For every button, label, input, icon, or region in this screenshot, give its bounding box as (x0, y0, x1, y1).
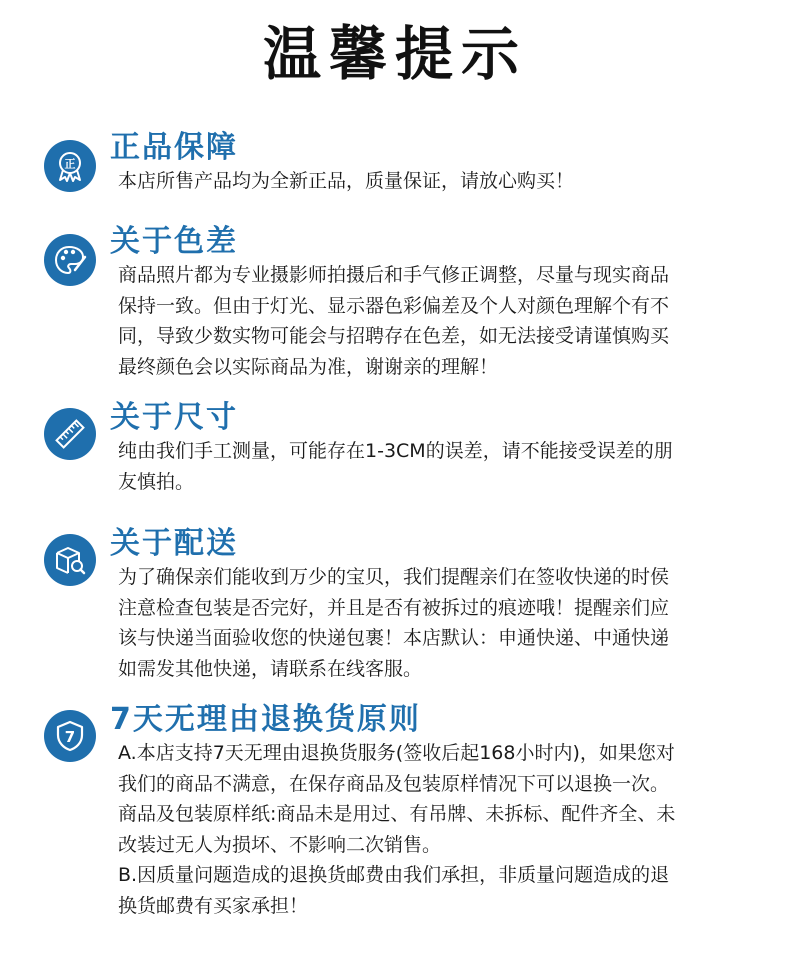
section-body (118, 436, 738, 497)
page-title: 温馨提示 (262, 20, 527, 88)
section-title: 正品保障 (110, 130, 238, 165)
body-line: 如需发其他快递，请联系在线客服。 (118, 657, 423, 680)
section-title: 关于尺寸 (110, 400, 238, 435)
section-title: 关于色差 (110, 224, 238, 259)
authentic-badge-icon (44, 140, 96, 192)
section-body (118, 260, 738, 382)
body-line: 注意检查包装是否完好，并且是否有被拆过的痕迹哦！提醒亲们应 (118, 596, 670, 619)
body-line: 纯由我们手工测量，可能存在1-3CM的误差，请不能接受误差的朋 (118, 440, 673, 462)
ruler-icon (44, 408, 96, 460)
body-line: 换货邮费有买家承担！ (118, 894, 309, 917)
section-title: 7天无理由退换货原则 (110, 702, 421, 737)
body-line: 商品及包装原样纸:商品未是用过、有吊牌、未拆标、配件齐全、未 (118, 803, 676, 825)
body-line: A.本店支持7天无理由退换货服务(签收后起168小时内)，如果您对 (118, 742, 675, 764)
palette-icon (44, 234, 96, 286)
section-body (118, 562, 738, 684)
body-line: 改装过无人为损坏、不影响二次销售。 (118, 833, 442, 856)
body-line: 我们的商品不满意，在保存商品及包装原样情况下可以退换一次。 (118, 772, 670, 795)
body-line: 为了确保亲们能收到万少的宝贝，我们提醒亲们在签收快递的时侯 (118, 566, 670, 588)
body-line: 商品照片都为专业摄影师拍摄后和手气修正调整，尽量与现实商品 (118, 264, 670, 286)
body-line: 本店所售产品均为全新正品，质量保证，请放心购买！ (118, 170, 575, 192)
body-line: 同，导致少数实物可能会与招聘存在色差，如无法接受请谨慎购买 (118, 325, 670, 347)
package-search-icon (44, 534, 96, 586)
section-title: 关于配送 (110, 526, 238, 561)
body-line: 该与快递当面验收您的快递包裹！本店默认：申通快递、中通快递 (118, 627, 670, 649)
section-body (118, 738, 738, 921)
body-line: 保持一致。但由于灯光、显示器色彩偏差及个人对颜色理解个有不 (118, 294, 670, 317)
shield-7-icon (44, 710, 96, 762)
section-body (118, 166, 738, 197)
svg-text:正: 正 (64, 157, 76, 171)
svg-text:7: 7 (64, 728, 76, 746)
body-line: 最终颜色会以实际商品为准，谢谢亲的理解！ (118, 355, 499, 378)
body-line: B.因质量问题造成的退换货邮费由我们承担，非质量问题造成的退 (118, 864, 670, 886)
body-line: 友慎拍。 (118, 470, 195, 493)
